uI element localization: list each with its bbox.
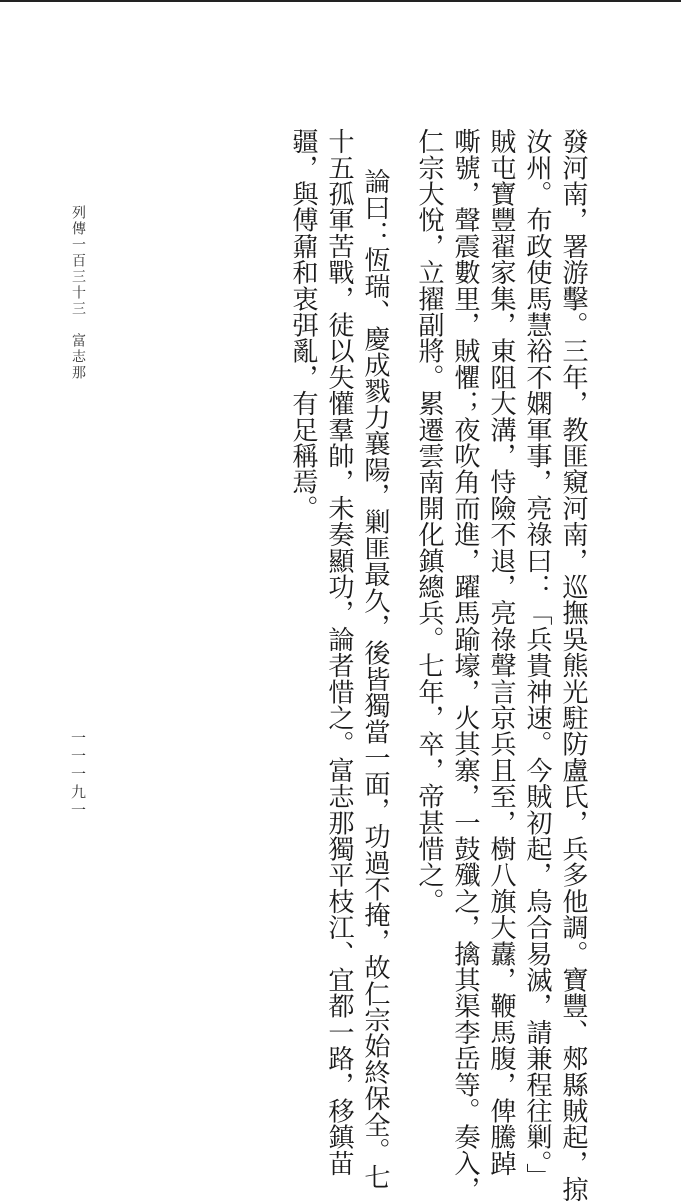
commentary-column-1: 論曰：恆瑞、慶成戮力襄陽，剿匪最久，後皆獨當一面，功過不掩，故仁宗始終保全。七 xyxy=(360,168,390,1190)
commentary-column-2: 十五孤軍苦戰，徒以失懽羣帥，未奏顯功，論者惜之。富志那獨平枝江、宜都一路，移鎮苗 xyxy=(324,128,354,1176)
text-column-0: 發河南，署游擊。三年，教匪窺河南，巡撫吳熊光駐防盧氏，兵多他調。寶豐、郟縣賊起，掠 xyxy=(558,128,588,1202)
page-number: 一一一九一 xyxy=(69,730,87,820)
commentary-column-3: 疆，與傅鼐和衷弭亂，有足稱焉。 xyxy=(288,128,318,521)
running-header: 列傳一百三十三 富志那 xyxy=(70,205,86,381)
text-column-5: 仁宗大悅，立擢副將。累遷雲南開化鎮總兵。七年，卒，帝甚惜之。 xyxy=(414,128,444,914)
text-column-4: 嘶號，聲震數里，賊懼；夜吹角而進，躍馬踰壕，火其寨，一鼓殲之，擒其渠李岳等。奏入， xyxy=(450,128,480,1202)
top-border-rule xyxy=(0,0,681,2)
text-column-2: 汝州。布政使馬慧裕不嫻軍事，亮祿曰：「兵貴神速。今賊初起，烏合易滅，請兼程往剿。」 xyxy=(522,128,552,1190)
text-column-3: 賊屯寶豐翟家集，東阻大溝，恃險不退，亮祿聲言京兵且至，樹八旗大纛，鞭馬腹，俾騰踔 xyxy=(486,128,516,1176)
